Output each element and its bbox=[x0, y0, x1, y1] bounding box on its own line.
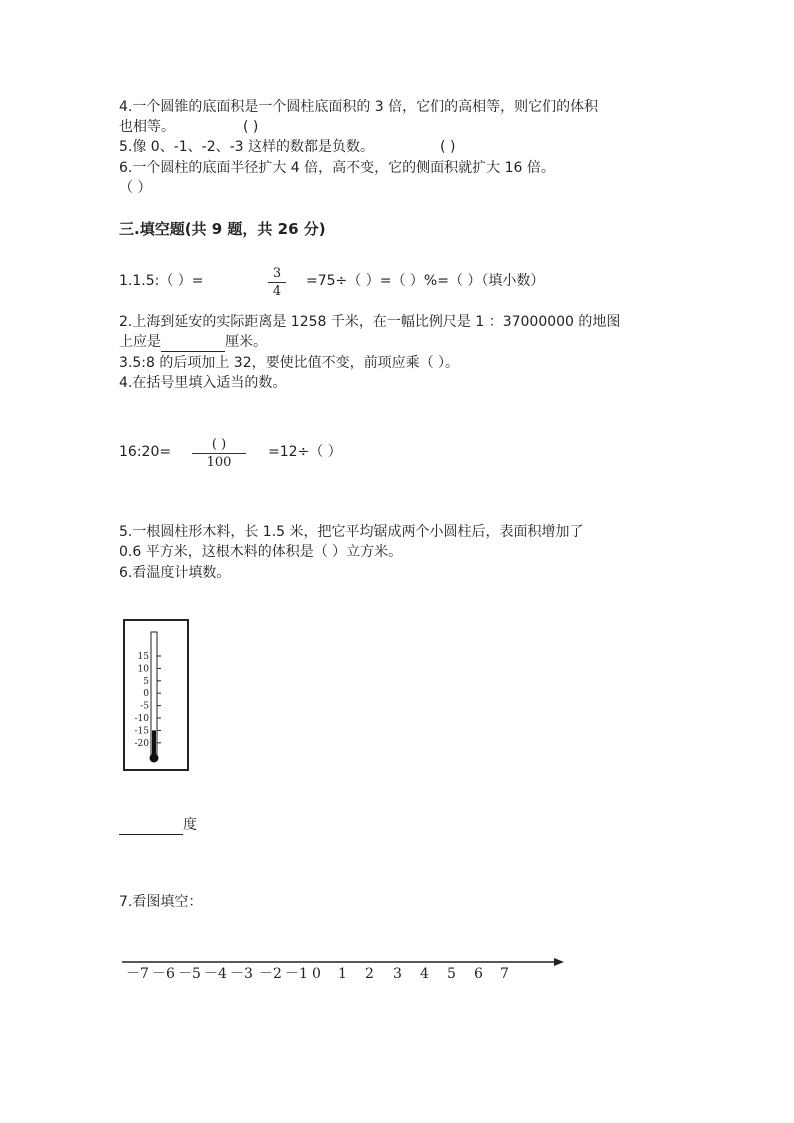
number-line-label: －3 bbox=[230, 966, 253, 982]
number-line-label: －2 bbox=[259, 966, 282, 982]
thermometer-mercury bbox=[152, 730, 156, 755]
number-line-label: －1 bbox=[285, 966, 308, 982]
thermometer-scale-label: -20 bbox=[134, 738, 149, 749]
thermometer-scale-label: 10 bbox=[137, 664, 149, 675]
thermometer-scale-label: -10 bbox=[134, 714, 149, 724]
number-line-label: 5 bbox=[447, 966, 456, 982]
fill-q1-left: 1.1.5:（ ）= bbox=[119, 273, 204, 289]
number-line-label: 2 bbox=[365, 966, 374, 982]
thermometer-bulb bbox=[150, 754, 159, 763]
number-line-arrow bbox=[554, 958, 564, 966]
judge-q4-answer-paren[interactable]: ( ) bbox=[243, 119, 259, 135]
number-line-label: 7 bbox=[500, 966, 509, 982]
fill-q4-fraction bbox=[192, 437, 246, 470]
fraction-denominator: 100 bbox=[206, 455, 232, 470]
fill-q2-answer-blank[interactable] bbox=[161, 335, 225, 352]
number-line-label: 4 bbox=[420, 966, 429, 982]
number-line-label: 3 bbox=[393, 966, 402, 982]
judge-q5 bbox=[119, 137, 455, 157]
thermometer-scale-label: 15 bbox=[137, 652, 149, 662]
thermometer-scale-label: 5 bbox=[143, 676, 149, 687]
fill-q6-answer-blank[interactable] bbox=[119, 818, 183, 835]
fill-q4: 4.在括号里填入适当的数。 bbox=[119, 375, 287, 391]
judge-q5-answer-paren[interactable]: ( ) bbox=[440, 139, 456, 155]
number-line-label: －6 bbox=[152, 966, 175, 982]
judge-q4-line1: 4.一个圆锥的底面积是一个圆柱底面积的 3 倍，它们的高相等，则它们的体积 bbox=[119, 99, 599, 115]
fill-q1-right: =75÷（ ）=（ ）%=（ ）（填小数） bbox=[306, 273, 545, 289]
thermometer-scale-label: -5 bbox=[140, 701, 149, 712]
judge-q4-text: 也相等。 bbox=[119, 119, 175, 135]
fraction-numerator: 3 bbox=[272, 266, 282, 281]
fill-q6: 6.看温度计填数。 bbox=[119, 565, 231, 581]
fill-q5-line1: 5.一根圆柱形木料，长 1.5 米，把它平均锯成两个小圆柱后，表面积增加了 bbox=[119, 524, 584, 540]
judge-q4-line2 bbox=[119, 117, 258, 137]
fill-q7: 7.看图填空： bbox=[119, 894, 203, 910]
judge-q5-text: 5.像 0、-1、-2、-3 这样的数都是负数。 bbox=[119, 139, 375, 155]
thermometer-scale-label: 0 bbox=[143, 689, 149, 700]
number-line-label: －7 bbox=[126, 966, 149, 982]
thermometer-figure bbox=[123, 619, 191, 773]
judge-q6-answer-paren[interactable]: （ ） bbox=[119, 180, 152, 196]
number-line-label: －5 bbox=[178, 966, 201, 982]
fill-q6-unit: 度 bbox=[183, 817, 197, 833]
number-line-label: 1 bbox=[338, 966, 347, 982]
fill-q2-line1: 2.上海到延安的实际距离是 1258 千米，在一幅比例尺是 1 ：37000000 的地图 bbox=[119, 314, 621, 330]
number-line-label: 0 bbox=[312, 966, 321, 982]
fill-q2-line2 bbox=[119, 332, 267, 352]
fraction-numerator[interactable]: ( ) bbox=[211, 437, 227, 452]
fraction-denominator: 4 bbox=[272, 284, 282, 299]
fill-q5-line2: 0.6 平方米，这根木料的体积是（ ）立方米。 bbox=[119, 544, 403, 560]
number-line-label: 6 bbox=[474, 966, 483, 982]
fill-q2-text-b: 厘米。 bbox=[225, 334, 267, 350]
number-line-labels bbox=[126, 966, 509, 982]
fill-q6-answer bbox=[119, 815, 197, 835]
fill-q3: 3.5:8 的后项加上 32，要使比值不变，前项应乘（ ）。 bbox=[119, 355, 460, 371]
number-line-label: －4 bbox=[204, 966, 227, 982]
thermometer-scale-label: -15 bbox=[134, 726, 149, 737]
section-title: 三.填空题(共 9 题，共 26 分) bbox=[119, 220, 326, 238]
fill-q4-expr-left: 16:20= bbox=[119, 444, 172, 460]
judge-q6: 6.一个圆柱的底面半径扩大 4 倍，高不变，它的侧面积就扩大 16 倍。 bbox=[119, 160, 555, 176]
fill-q4-expr-right: =12÷（ ） bbox=[268, 444, 342, 460]
number-line-figure bbox=[118, 950, 568, 984]
fraction-bar bbox=[268, 282, 286, 283]
fill-q1-fraction bbox=[268, 266, 286, 299]
fill-q2-text-a: 上应是 bbox=[119, 334, 161, 350]
fraction-bar bbox=[192, 453, 246, 454]
